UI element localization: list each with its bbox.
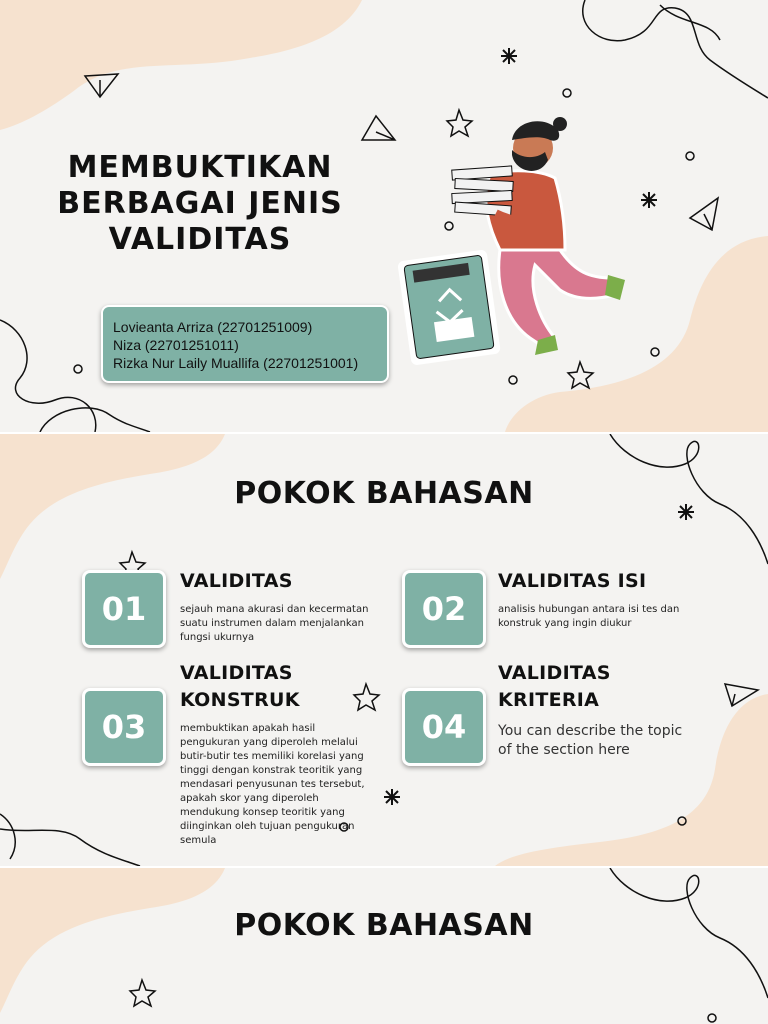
slide-background-decor: [0, 868, 768, 1024]
paper-plane-icon: [362, 116, 395, 140]
recycle-bin-illustration: [397, 249, 501, 366]
section-title: POKOK BAHASAN: [234, 908, 534, 943]
slide-pokok-bahasan-2: [0, 868, 768, 1024]
topic-title-validitas-isi: VALIDITAS ISI: [498, 570, 647, 592]
topic-title-validitas-konstruk: [180, 660, 300, 714]
topic-title-line: VALIDITAS: [498, 662, 611, 684]
topic-title-line: KRITERIA: [498, 689, 600, 711]
topic-desc-validitas-kriteria: You can describe the topic of the section here: [498, 723, 683, 758]
number-badge-01: 01: [82, 570, 166, 648]
presentation-title: MEMBUKTIKAN BERBAGAI JENIS VALIDITAS: [57, 150, 343, 257]
topic-title-validitas-kriteria: [498, 660, 611, 714]
paper-plane-icon: [690, 198, 718, 230]
number-badge-03: 03: [82, 688, 166, 766]
section-title: POKOK BAHASAN: [234, 476, 534, 511]
author-name: Lovieanta Arriza (22701251009): [113, 319, 313, 335]
topic-title-validitas: VALIDITAS: [180, 570, 293, 592]
topic-desc-validitas-isi: analisis hubungan antara isi tes dan konstruk yang ingin diukur: [498, 604, 680, 629]
topic-title-line: KONSTRUK: [180, 689, 300, 711]
number-badge-04: 04: [402, 688, 486, 766]
topic-desc-validitas-konstruk: membuktikan apakah hasil pengukuran yang diperoleh melalui butir-butir tes memiliki korelasi yang tinggi dengan konstrak teoritik yang mendasari penyusunan tes tersebut, apakah skor yang diperoleh mendukung konsep teoritik yang diinginkan oleh tujuan pengukuran semula: [180, 723, 365, 846]
number-badge-02: 02: [402, 570, 486, 648]
slide-title: [0, 0, 768, 432]
authors-box: [101, 305, 389, 383]
topic-title-line: VALIDITAS: [180, 662, 293, 684]
topic-desc-validitas: sejauh mana akurasi dan kecermatan suatu instrumen dalam menjalankan fungsi ukurnya: [180, 604, 369, 643]
author-name: Niza (22701251011): [113, 337, 239, 353]
author-name: Rizka Nur Laily Muallifa (22701251001): [113, 355, 359, 371]
slide-pokok-bahasan: [0, 434, 768, 866]
